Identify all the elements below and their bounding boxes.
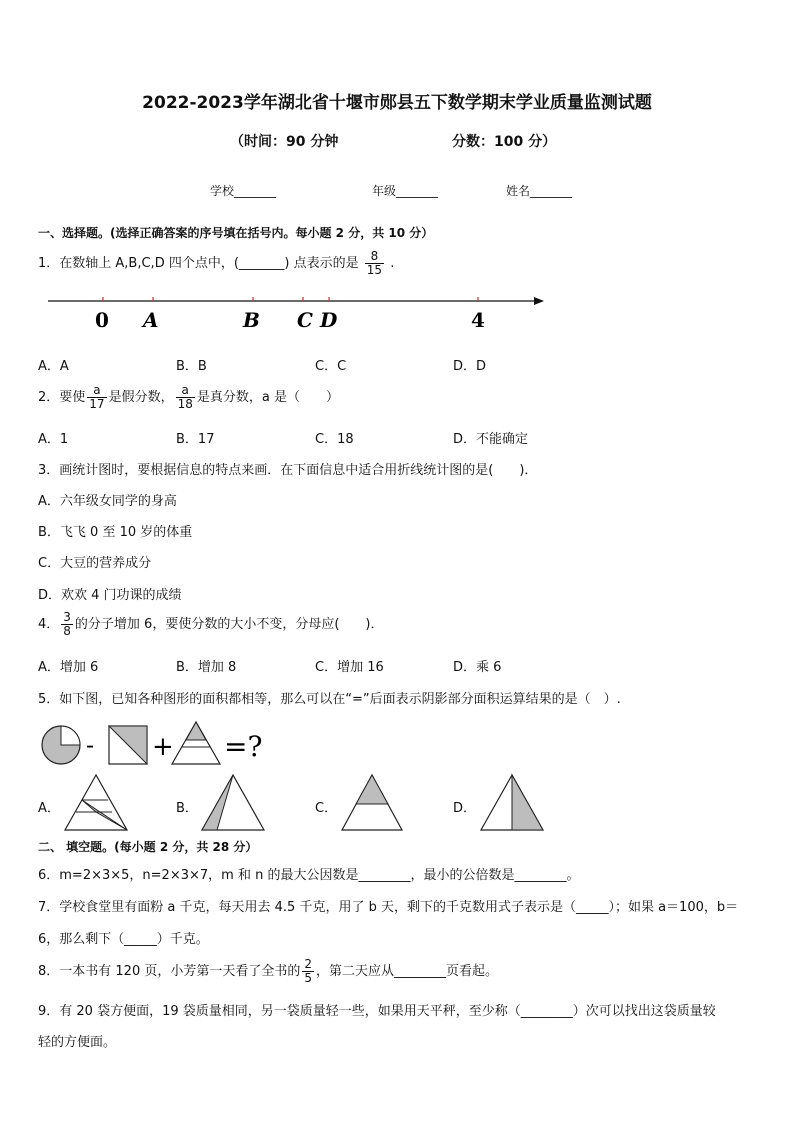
q5-option-d: D．: [453, 801, 477, 816]
question-2: [38, 384, 339, 411]
section-2-heading: 二、 填空题。(每小题 2 分，共 28 分）: [38, 840, 258, 854]
axis-label: D: [320, 308, 338, 332]
q5-option-b-figure: [199, 772, 267, 832]
q5-figure-equation: [38, 718, 288, 768]
q3-option-a: A．六年级女同学的身高: [38, 494, 177, 509]
q1-fraction: $\frac{8}{15}$: [366, 249, 383, 277]
q2-option-a: A．1: [38, 432, 69, 447]
question-4: [38, 611, 383, 638]
q4-option-c: C．增加 16: [315, 660, 384, 675]
q1-option-a: A．A: [38, 359, 69, 374]
q2-text: 2．要使: [38, 390, 86, 405]
q2-option-c: C．18: [315, 432, 354, 447]
axis-label: A: [143, 308, 159, 332]
equals-question: =?: [224, 730, 263, 763]
question-7-line-1: 7．学校食堂里有面粉 a 千克，每天用去 4.5 千克，用了 b 天，剩下的千克数用式子表示是（_____）；如果 a＝100，b＝: [38, 900, 739, 915]
q8-fraction: $\frac{2}{5}$: [304, 957, 312, 985]
question-9-line-2: 轻的方便面。: [38, 1035, 117, 1050]
triangle-figure: [172, 722, 220, 764]
q8-text: ，第二天应从________页看起。: [316, 964, 499, 979]
q5-option-a: A．: [38, 801, 60, 816]
q1-text: 1．在数轴上 A,B,C,D 四个点中，(: [38, 256, 239, 271]
q5-option-c: C．: [315, 801, 338, 816]
circle-figure: [42, 726, 80, 764]
question-1: [38, 250, 394, 277]
q2-option-b: B．17: [176, 432, 215, 447]
plus-sign: +: [152, 732, 174, 762]
school-field: 学校_______: [210, 184, 277, 198]
q4-fraction: $\frac{3}{8}$: [63, 610, 71, 638]
q2-text: 是假分数，: [108, 390, 174, 405]
q3-option-b: B．飞飞 0 至 10 岁的体重: [38, 525, 193, 540]
question-7-line-2: 6，那么剩下（_____）千克。: [38, 932, 209, 947]
question-8: [38, 958, 498, 985]
q5-option-a-figure: [62, 772, 130, 832]
square-figure: [109, 726, 147, 764]
page-title: 2022-2023学年湖北省十堰市郧县五下数学期末学业质量监测试题: [142, 93, 652, 113]
axis-label: 0: [95, 308, 109, 332]
q8-text: 8．一本书有 120 页，小芳第一天看了全书的: [38, 964, 301, 979]
exam-time: （时间：90 分钟: [230, 134, 339, 150]
q2-text: 是真分数，a 是（ ）: [196, 390, 339, 405]
question-9-line-1: 9．有 20 袋方便面，19 袋质量相同，另一袋质量轻一些，如果用天平秤，至少称（________）次可以找出这袋质量较: [38, 1004, 716, 1019]
q4-option-d: D．乘 6: [453, 660, 502, 675]
q3-option-c: C．大豆的营养成分: [38, 556, 152, 571]
axis-label: B: [243, 308, 260, 332]
q2-fraction-2: $\frac{a}{18}$: [177, 383, 193, 411]
q5-option-c-figure: [339, 772, 405, 832]
section-1-heading: 一、选择题。(选择正确答案的序号填在括号内。每小题 2 分，共 10 分）: [38, 226, 434, 240]
q1-option-b: B．B: [176, 359, 207, 374]
axis-label: C: [297, 308, 313, 332]
q4-text: 4．: [38, 617, 60, 632]
q5-option-b: B．: [176, 801, 198, 816]
q1-text: ) 点表示的是: [284, 256, 359, 271]
q5-option-d-figure: [478, 772, 546, 832]
q4-option-b: B．增加 8: [176, 660, 237, 675]
question-5: 5．如下图，已知各种图形的面积都相等，那么可以在“=”后面表示阴影部分面积运算结果的是（ ）.: [38, 692, 621, 707]
q2-fraction-1: $\frac{a}{17}$: [89, 383, 105, 411]
q1-blank: _______: [238, 256, 285, 271]
question-3: 3．画统计图时，要根据信息的特点来画．在下面信息中适合用折线统计图的是( )．: [38, 463, 538, 478]
grade-field: 年级_______: [372, 184, 439, 198]
axis-label: 4: [471, 308, 485, 332]
q1-option-d: D．D: [453, 359, 487, 374]
q1-text: .: [390, 256, 395, 271]
q4-text: 的分子增加 6，要使分数的大小不变，分母应( )．: [74, 617, 384, 632]
minus-sign: -: [86, 731, 95, 759]
exam-score: 分数：100 分）: [452, 134, 557, 150]
name-field: 姓名_______: [506, 184, 573, 198]
question-6: 6．m=2×3×5，n=2×3×7，m 和 n 的最大公因数是________，最小的公倍数是________。: [38, 868, 580, 883]
q3-option-d: D．欢欢 4 门功课的成绩: [38, 588, 182, 603]
q2-option-d: D．不能确定: [453, 432, 529, 447]
q4-option-a: A．增加 6: [38, 660, 99, 675]
q1-option-c: C．C: [315, 359, 347, 374]
number-line: [40, 290, 560, 340]
